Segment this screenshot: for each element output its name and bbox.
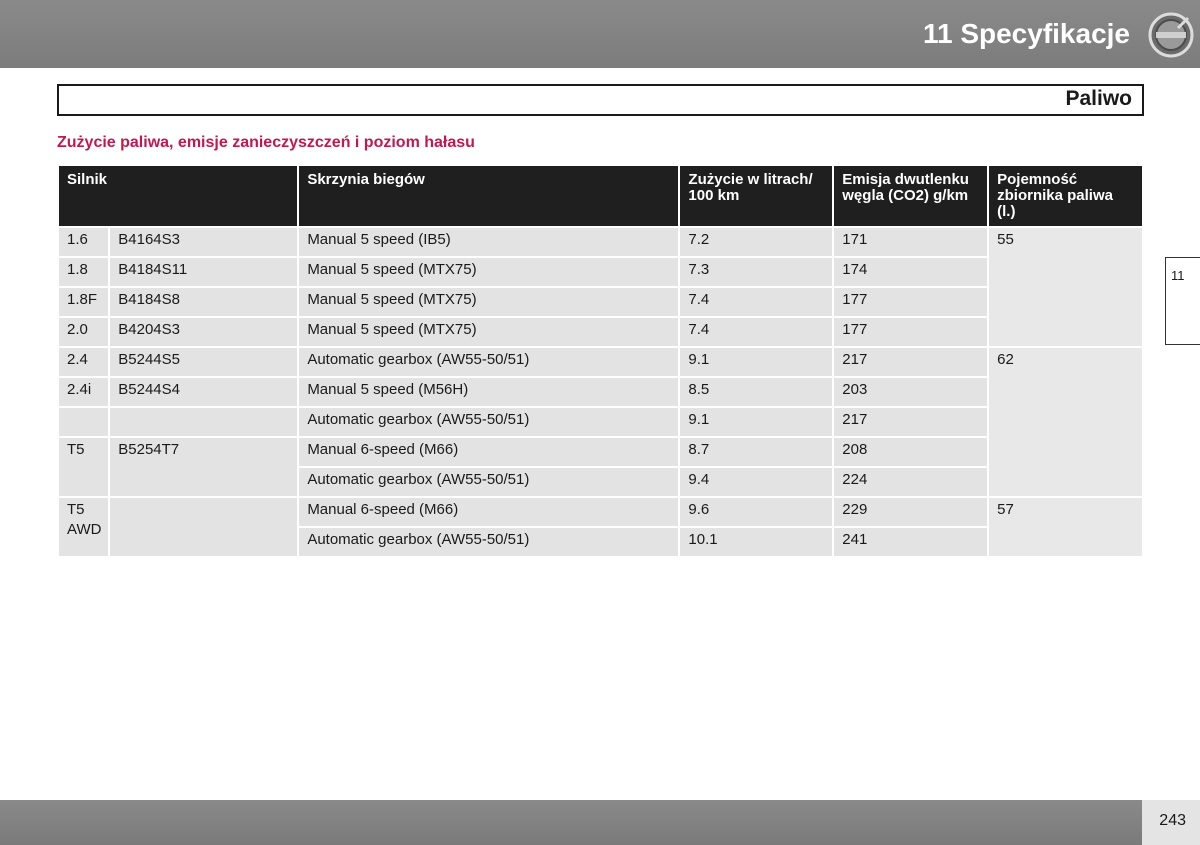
gearbox-cell: Manual 5 speed (M56H) xyxy=(299,378,678,406)
engine-code-cell xyxy=(110,498,297,556)
consumption-cell: 9.6 xyxy=(680,498,832,526)
gearbox-cell: Manual 6-speed (M66) xyxy=(299,438,678,466)
emission-cell: 217 xyxy=(834,348,987,376)
section-title-box xyxy=(57,84,1144,116)
emission-cell: 224 xyxy=(834,468,987,496)
consumption-cell: 7.4 xyxy=(680,318,832,346)
gearbox-cell: Manual 5 speed (MTX75) xyxy=(299,288,678,316)
gearbox-cell: Automatic gearbox (AW55-50/51) xyxy=(299,468,678,496)
table-row xyxy=(59,228,1142,256)
engine-code-cell: B4184S8 xyxy=(110,288,297,316)
column-header-capacity: Pojemność zbiornika paliwa (l.) xyxy=(989,166,1142,226)
engine-cell: 2.0 xyxy=(59,318,108,346)
emission-cell: 203 xyxy=(834,378,987,406)
column-header-consumption: Zużycie w litrach/ 100 km xyxy=(680,166,832,226)
engine-code-cell: B4164S3 xyxy=(110,228,297,256)
engine-code-cell xyxy=(110,408,297,436)
table-row xyxy=(59,318,1142,346)
emission-cell: 217 xyxy=(834,408,987,436)
side-tab-label: 11 xyxy=(1171,268,1185,283)
table-header-row xyxy=(59,166,1142,226)
gearbox-cell: Automatic gearbox (AW55-50/51) xyxy=(299,408,678,436)
engine-cell: T5 AWD xyxy=(59,498,108,556)
section-title: Paliwo xyxy=(1065,87,1132,110)
engine-cell: 2.4i xyxy=(59,378,108,406)
gearbox-cell: Automatic gearbox (AW55-50/51) xyxy=(299,528,678,556)
gearbox-cell: Manual 5 speed (IB5) xyxy=(299,228,678,256)
consumption-cell: 8.7 xyxy=(680,438,832,466)
consumption-cell: 7.2 xyxy=(680,228,832,256)
capacity-cell: 62 xyxy=(989,348,1142,496)
gearbox-cell: Automatic gearbox (AW55-50/51) xyxy=(299,348,678,376)
table-row xyxy=(59,408,1142,436)
capacity-cell: 55 xyxy=(989,228,1142,346)
column-header-engine: Silnik xyxy=(59,166,297,226)
engine-cell: 2.4 xyxy=(59,348,108,376)
table-row xyxy=(59,348,1142,376)
emission-cell: 229 xyxy=(834,498,987,526)
consumption-cell: 8.5 xyxy=(680,378,832,406)
consumption-cell: 9.1 xyxy=(680,408,832,436)
engine-code-cell: B5244S5 xyxy=(110,348,297,376)
gearbox-cell: Manual 6-speed (M66) xyxy=(299,498,678,526)
emission-cell: 171 xyxy=(834,228,987,256)
chapter-header-bar xyxy=(0,0,1200,68)
volvo-logo-icon xyxy=(1148,12,1194,58)
chapter-side-tab xyxy=(1165,257,1200,345)
engine-code-cell: B4184S11 xyxy=(110,258,297,286)
engine-cell: 1.8 xyxy=(59,258,108,286)
table-row xyxy=(59,288,1142,316)
emission-cell: 208 xyxy=(834,438,987,466)
engine-cell: T5 xyxy=(59,438,108,496)
chapter-title: 11 Specyfikacje xyxy=(922,18,1130,49)
table-row xyxy=(59,438,1142,466)
engine-code-cell: B5254T7 xyxy=(110,438,297,496)
table-row xyxy=(59,258,1142,286)
column-header-gearbox: Skrzynia biegów xyxy=(299,166,678,226)
engine-code-cell: B5244S4 xyxy=(110,378,297,406)
engine-cell: 1.8F xyxy=(59,288,108,316)
subheading: Zużycie paliwa, emisje zanieczyszczeń i poziom hałasu xyxy=(57,134,475,151)
consumption-cell: 9.1 xyxy=(680,348,832,376)
table-row xyxy=(59,498,1142,526)
consumption-cell: 7.4 xyxy=(680,288,832,316)
footer-bar xyxy=(0,800,1200,845)
gearbox-cell: Manual 5 speed (MTX75) xyxy=(299,258,678,286)
page-number: 243 xyxy=(1159,812,1186,829)
emission-cell: 177 xyxy=(834,288,987,316)
consumption-cell: 7.3 xyxy=(680,258,832,286)
table-row xyxy=(59,378,1142,406)
emission-cell: 241 xyxy=(834,528,987,556)
page-number-box xyxy=(1142,800,1200,845)
engine-cell xyxy=(59,408,108,436)
engine-cell: 1.6 xyxy=(59,228,108,256)
engine-code-cell: B4204S3 xyxy=(110,318,297,346)
gearbox-cell: Manual 5 speed (MTX75) xyxy=(299,318,678,346)
column-header-emission: Emisja dwutlenku węgla (CO2) g/km xyxy=(834,166,987,226)
emission-cell: 174 xyxy=(834,258,987,286)
fuel-consumption-table xyxy=(57,164,1144,558)
consumption-cell: 9.4 xyxy=(680,468,832,496)
consumption-cell: 10.1 xyxy=(680,528,832,556)
emission-cell: 177 xyxy=(834,318,987,346)
capacity-cell: 57 xyxy=(989,498,1142,556)
